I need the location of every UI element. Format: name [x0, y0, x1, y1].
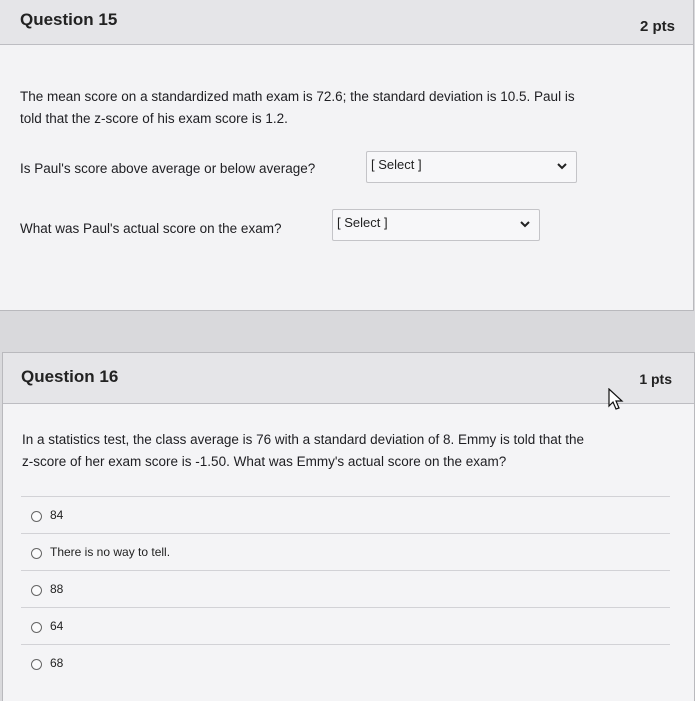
- question-15-text-line: told that the z-score of his exam score is 1.2.: [20, 111, 288, 126]
- answer-option-no-way[interactable]: [21, 533, 670, 570]
- radio-button[interactable]: [31, 548, 42, 559]
- question-16-text-line: z-score of her exam score is -1.50. What was Emmy's actual score on the exam?: [22, 454, 507, 469]
- prompt-above-below: Is Paul's score above average or below average?: [20, 161, 316, 176]
- question-16-text-line: In a statistics test, the class average is 76 with a standard deviation of 8. Emmy is told that the: [22, 432, 585, 447]
- question-16-points: 1 pts: [639, 371, 672, 387]
- radio-button[interactable]: [31, 511, 42, 522]
- select-actual-score-value: [ Select ]: [337, 215, 388, 230]
- answer-option-84[interactable]: [21, 496, 670, 533]
- answer-label: 64: [50, 619, 64, 633]
- answer-option-64[interactable]: [21, 607, 670, 644]
- answer-label: 68: [50, 656, 64, 670]
- chevron-down-icon: [556, 160, 568, 172]
- mouse-pointer-icon: [608, 388, 624, 412]
- question-16-card: [2, 352, 695, 701]
- radio-button[interactable]: [31, 585, 42, 596]
- radio-button[interactable]: [31, 659, 42, 670]
- question-15-points: 2 pts: [639, 18, 675, 35]
- prompt-actual-score: What was Paul's actual score on the exam?: [20, 221, 282, 236]
- answer-label: There is no way to tell.: [50, 545, 171, 559]
- question-15-text-line: The mean score on a standardized math exam is 72.6; the standard deviation is 10.5. Paul is: [20, 89, 575, 104]
- question-15-title: Question 15: [20, 10, 118, 29]
- select-above-below[interactable]: [366, 151, 577, 183]
- question-15-card: [0, 0, 694, 311]
- question-16-text: [22, 429, 584, 473]
- answer-label: 88: [50, 582, 64, 596]
- answer-option-88[interactable]: [21, 570, 670, 607]
- select-actual-score[interactable]: [332, 209, 540, 241]
- question-15-text: [20, 86, 575, 130]
- question-16-header: [3, 353, 694, 404]
- radio-button[interactable]: [31, 622, 42, 633]
- answer-option-68[interactable]: [21, 644, 670, 681]
- question-15-header: [0, 0, 693, 45]
- chevron-down-icon: [519, 218, 531, 230]
- answer-label: 84: [50, 508, 64, 522]
- select-above-below-value: [ Select ]: [371, 157, 422, 172]
- question-16-title: Question 16: [21, 367, 119, 386]
